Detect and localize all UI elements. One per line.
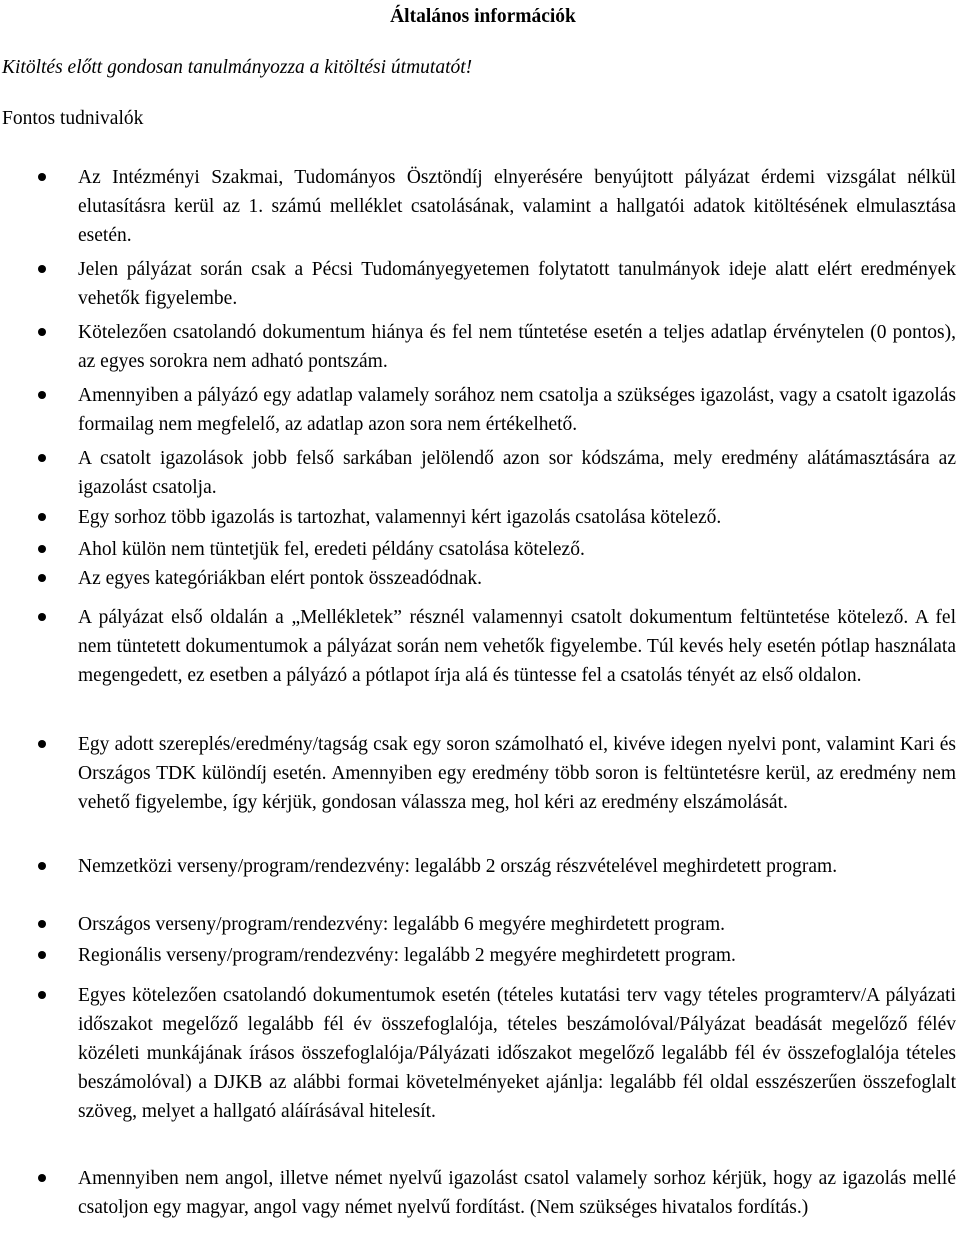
list-item-text: Egy sorhoz több igazolás is tartozhat, valamennyi kért igazolás csatolása kötelező. <box>78 507 722 528</box>
list-item-text: A csatolt igazolások jobb felső sarkában jelölendő azon sor kódszáma, mely eredmény alátámasztására az igazolást csatolja. <box>78 448 956 498</box>
list-item-text: Kötelezően csatolandó dokumentum hiánya és fel nem tűntetése esetén a teljes adatlap érvénytelen (0 pontos), az egyes sorokra nem adható pontszám. <box>78 322 956 372</box>
page-title <box>0 4 960 30</box>
list-item-text: Egyes kötelezően csatolandó dokumentumok esetén (tételes kutatási terv vagy tételes programterv/A pályázati időszakot megelőző legalább fél év összefoglalója, tételes beszámolóval/Pályázat beadását megelőző félév közéleti munkájának írásos összefoglalója/Pályázati időszakot megelőző legalább fél év összefoglalója tételes beszámolóval) a DJKB az alábbi formai követelményeket ajánlja: legalább fél oldal esszészerűen összefoglalt szöveg, melyet a hallgató aláírásával hitelesít. <box>78 985 956 1122</box>
list-item-text: Regionális verseny/program/rendezvény: legalább 2 megyére meghirdetett program. <box>78 945 736 966</box>
list-item-text: Jelen pályázat során csak a Pécsi Tudományegyetemen folytatott tanulmányok ideje alatt elért eredmények vehetők figyelembe. <box>78 259 956 309</box>
bullet-icon <box>38 391 46 399</box>
bullet-icon <box>38 328 46 336</box>
bullet-icon <box>38 1174 46 1182</box>
list-item-text: Az Intézményi Szakmai, Tudományos Ösztöndíj elnyerésére benyújtott pályázat érdemi vizsgálat nélkül elutasításra kerül az 1. számú melléklet csatolásának, valamint a hallgatói adatok kitöltésének elmulasztása esetén. <box>78 167 956 246</box>
bullet-icon <box>38 454 46 462</box>
list-item-text: Amennyiben nem angol, illetve német nyelvű igazolást csatol valamely sorhoz kérjük, hogy az igazolás mellé csatoljon egy magyar, angol vagy német nyelvű fordítást. (Nem szükséges hivatalos fordítás.) <box>78 1168 956 1218</box>
bullet-icon <box>38 862 46 870</box>
bullet-icon <box>38 265 46 273</box>
instruction-text: Kitöltés előtt gondosan tanulmányozza a kitöltési útmutatót! <box>2 57 473 78</box>
list-item-text: A pályázat első oldalán a „Mellékletek” résznél valamennyi csatolt dokumentum feltüntetése kötelező. A fel nem tüntetett dokumentumok a pályázat során nem vehetők figyelembe. Túl kevés hely esetén pótlap használata megengedett, ez esetben a pályázó a pótlapot írja alá és tüntesse fel a csatolás tényét az első oldalon. <box>78 607 956 686</box>
list-item-text: Országos verseny/program/rendezvény: legalább 6 megyére meghirdetett program. <box>78 914 726 935</box>
bullet-icon <box>38 951 46 959</box>
list-item-text: Amennyiben a pályázó egy adatlap valamely sorához nem csatolja a szükséges igazolást, vagy a csatolt igazolás formailag nem megfelelő, az adatlap azon sora nem értékelhető. <box>78 385 956 435</box>
bullet-icon <box>38 545 46 553</box>
page-title-text: Általános információk <box>390 6 576 27</box>
bullet-icon <box>38 613 46 621</box>
bullet-icon <box>38 513 46 521</box>
bullet-icon <box>38 740 46 748</box>
list-item-text: Nemzetközi verseny/program/rendezvény: legalább 2 ország részvételével meghirdetett program. <box>78 856 838 877</box>
bullet-icon <box>38 173 46 181</box>
list-item-text: Az egyes kategóriákban elért pontok összeadódnak. <box>78 568 482 589</box>
bullet-icon <box>38 991 46 999</box>
section-title: Fontos tudnivalók <box>2 108 144 129</box>
bullet-icon <box>38 920 46 928</box>
list-item-text: Egy adott szereplés/eredmény/tagság csak egy soron számolható el, kivéve idegen nyelvi pont, valamint Kari és Országos TDK különdíj esetén. Amennyiben egy eredmény több soron is feltüntetésre kerül, az eredmény nem vehető figyelembe, így kérjük, gondosan válassza meg, hol kéri az eredmény elszámolását. <box>78 734 956 813</box>
bullet-icon <box>38 574 46 582</box>
list-item-text: Ahol külön nem tüntetjük fel, eredeti példány csatolása kötelező. <box>78 539 585 560</box>
